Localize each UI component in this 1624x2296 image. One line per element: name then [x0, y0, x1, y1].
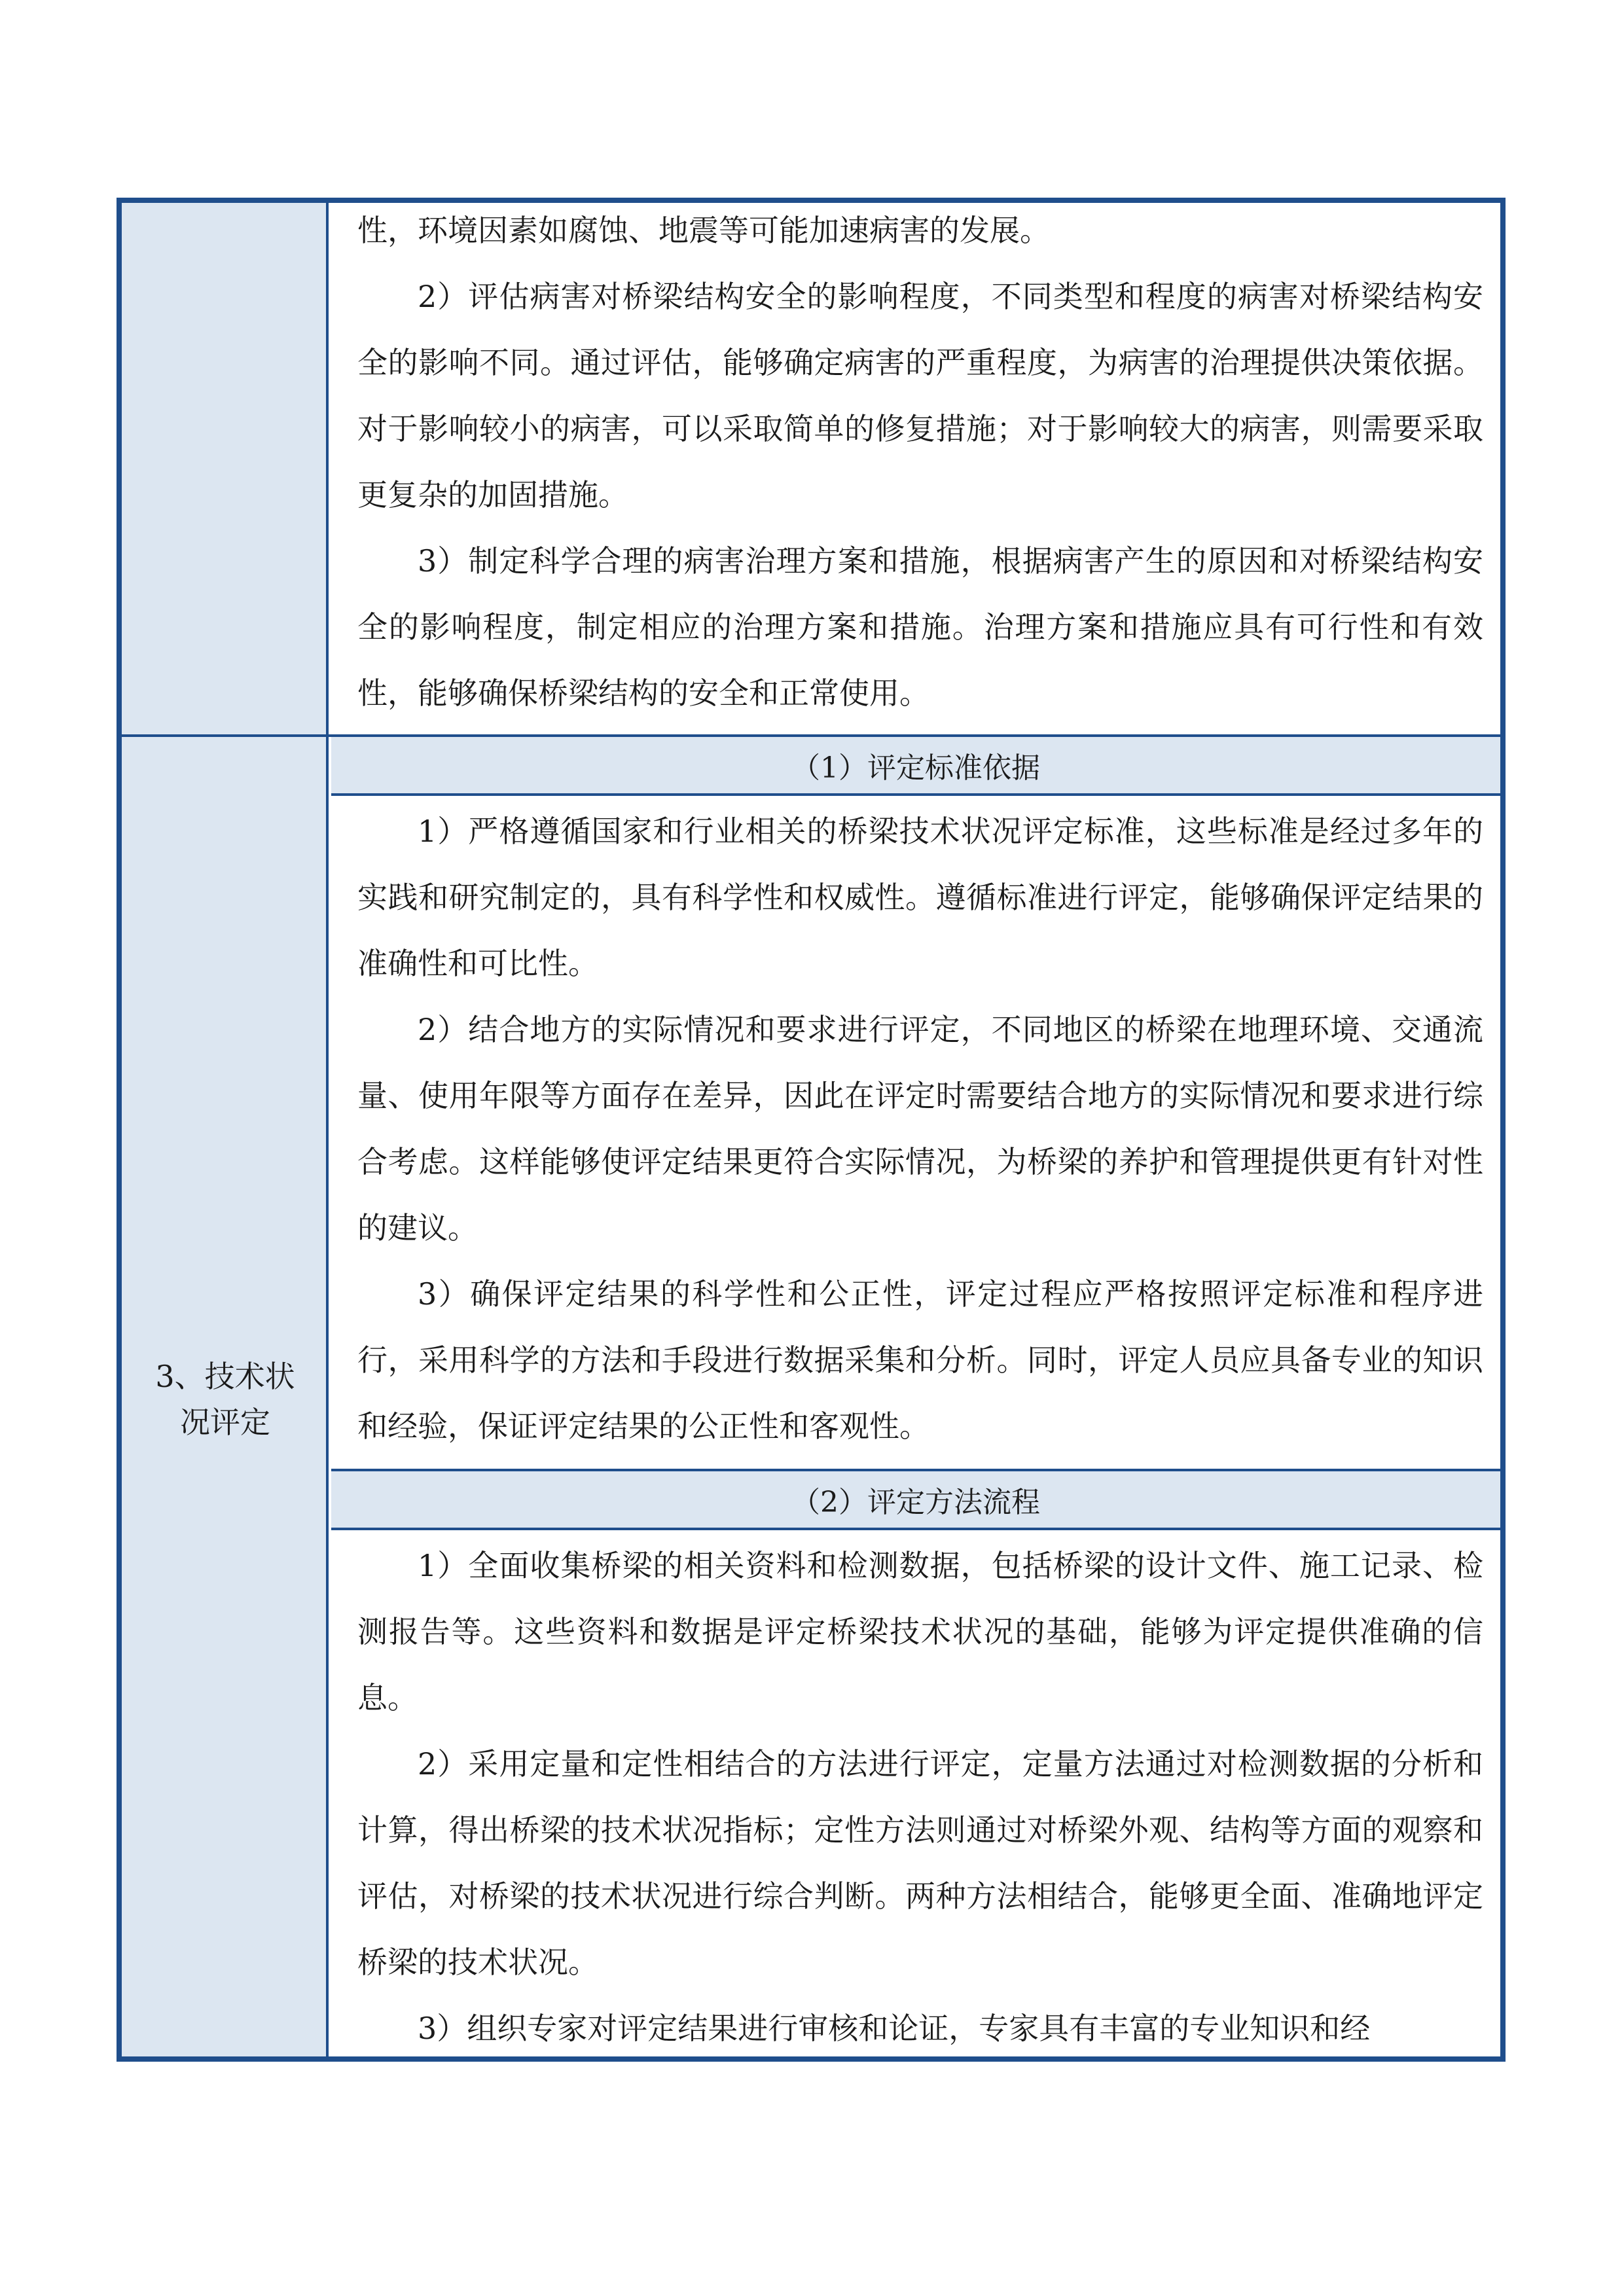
paragraph: 3）确保评定结果的科学性和公正性，评定过程应严格按照评定标准和程序进行，采用科学的方法和手段进行数据采集和分析。同时，评定人员应具备专业的知识和经验，保证评定结果的公正性和客观性。	[357, 1276, 1483, 1444]
paragraph: 1）全面收集桥梁的相关资料和检测数据，包括桥梁的设计文件、施工记录、检测报告等。这些资料和数据是评定桥梁技术状况的基础，能够为评定提供准确的信息。	[357, 1548, 1483, 1715]
method-content	[357, 1533, 1483, 2062]
section-label-line1: 3、技术状	[155, 1359, 295, 1394]
subheading-criteria	[331, 737, 1500, 793]
row-divider	[331, 1528, 1500, 1530]
subheading-method-text: （2）评定方法流程	[791, 1486, 1040, 1519]
paragraph: 2）采用定量和定性相结合的方法进行评定，定量方法通过对检测数据的分析和计算，得出桥梁的技术状况指标；定性方法则通过对桥梁外观、结构等方面的观察和评估，对桥梁的技术状况进行综合判断。两种方法相结合，能够更全面、准确地评定桥梁的技术状况。	[357, 1746, 1483, 1980]
subheading-method	[331, 1471, 1500, 1528]
left-label-column	[122, 203, 329, 2056]
paragraph: 性，环境因素如腐蚀、地震等可能加速病害的发展。	[357, 213, 1050, 248]
criteria-content	[357, 798, 1483, 1460]
section-label	[122, 1354, 329, 1445]
row-divider	[331, 793, 1500, 796]
paragraph: 2）评估病害对桥梁结构安全的影响程度，不同类型和程度的病害对桥梁结构安全的影响不同。通过评估，能够确定病害的严重程度，为病害的治理提供决策依据。对于影响较小的病害，可以采取简单的修复措施；对于影响较大的病害，则需要采取更复杂的加固措施。	[357, 279, 1483, 512]
paragraph: 3）组织专家对评定结果进行审核和论证，专家具有丰富的专业知识和经	[418, 2011, 1371, 2046]
paragraph: 2）结合地方的实际情况和要求进行评定，不同地区的桥梁在地理环境、交通流量、使用年限等方面存在差异，因此在评定时需要结合地方的实际情况和要求进行综合考虑。这样能够使评定结果更符合实际情况，为桥梁的养护和管理提供更有针对性的建议。	[357, 1012, 1483, 1246]
paragraph: 3）制定科学合理的病害治理方案和措施，根据病害产生的原因和对桥梁结构安全的影响程度，制定相应的治理方案和措施。治理方案和措施应具有可行性和有效性，能够确保桥梁结构的安全和正常使用。	[357, 543, 1483, 711]
table-frame	[117, 198, 1506, 2062]
top-content	[357, 198, 1483, 726]
section-label-line2: 况评定	[180, 1405, 270, 1440]
paragraph: 1）严格遵循国家和行业相关的桥梁技术状况评定标准，这些标准是经过多年的实践和研究制定的，具有科学性和权威性。遵循标准进行评定，能够确保评定结果的准确性和可比性。	[357, 814, 1483, 981]
subheading-criteria-text: （1）评定标准依据	[791, 751, 1040, 785]
